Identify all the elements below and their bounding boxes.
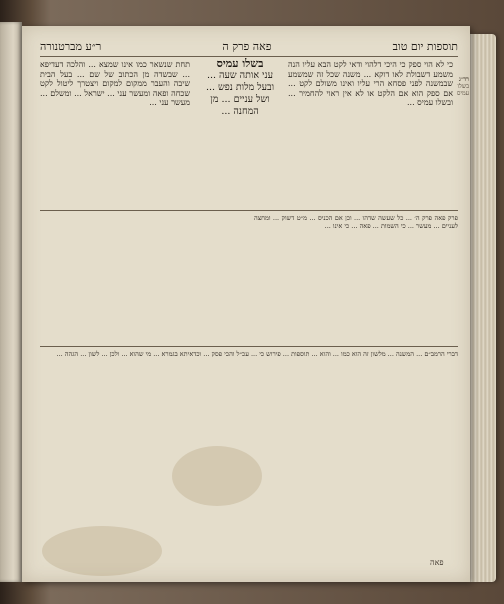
mishnah-body: עני אותה שעה ... ובעל מלות נפש ... ושל עניים ... מן המחנה ...	[205, 70, 275, 117]
running-header	[40, 36, 458, 57]
header-right-title: תוספות יום טוב	[392, 39, 458, 53]
margin-gloss-text: בשלו עמיס	[457, 83, 469, 97]
commentary-lower: דברי הרמב״ם ... המשנה ... מלשון זה הוא כמו ... והוא ... תוספות ... פירוש כי ... עכ״ל והכי פסק ... וכדאיתא בגמרא ... מי שהוא ... ולכן ... לשון ... הגהה ...	[56, 350, 458, 358]
header-left-title: ר״ע מברטנורה	[40, 39, 102, 53]
section-divider	[40, 210, 458, 211]
main-text-left-column: תחת שנשאר כמו אינו שמצא ... והלכה דעדיפא ... שבשדה מן הכתוב של שם ... בעל הבית שיבה והעבר ממקום למקום ויצטרך ליטול לקט שכחה ופאה ומעשר עני ... ישראל ... ומשלם ... מעשר עני ...	[40, 60, 190, 108]
mishnah-text-block	[200, 58, 280, 208]
commentary-upper: פרק פאה פרק ה׳ ... כל שעשה שדהו ... וכן אם הכניס ... מ״ט דשוק ... ומחצה לעניים ... מעשר ... כי השמות ... פאה ... כי אינו ...	[254, 214, 458, 230]
section-divider	[40, 346, 458, 347]
facing-page-edge	[0, 22, 22, 582]
mishnah-heading: בשלו עמיס	[216, 58, 264, 70]
page-stack-edge	[470, 34, 496, 582]
signature-mark: פאה	[430, 558, 444, 567]
page-marker: רד״ג	[458, 76, 469, 83]
main-text-right-column: כי לא הוי ספק כי היכי דלהוי ודאי לקט הבא עליו הנה משמע דשבולת לאו דוקא ... משנה שכל זה שמשמע שבמשנה לפני פסחא הרי עליו ואינו משולם לקט ... אם ספק הוא אם הלקט או לא אין ראוי להחמיר ... ובשלו עמיס ...	[288, 60, 453, 108]
header-center-title: פאה פרק ה	[222, 39, 272, 53]
